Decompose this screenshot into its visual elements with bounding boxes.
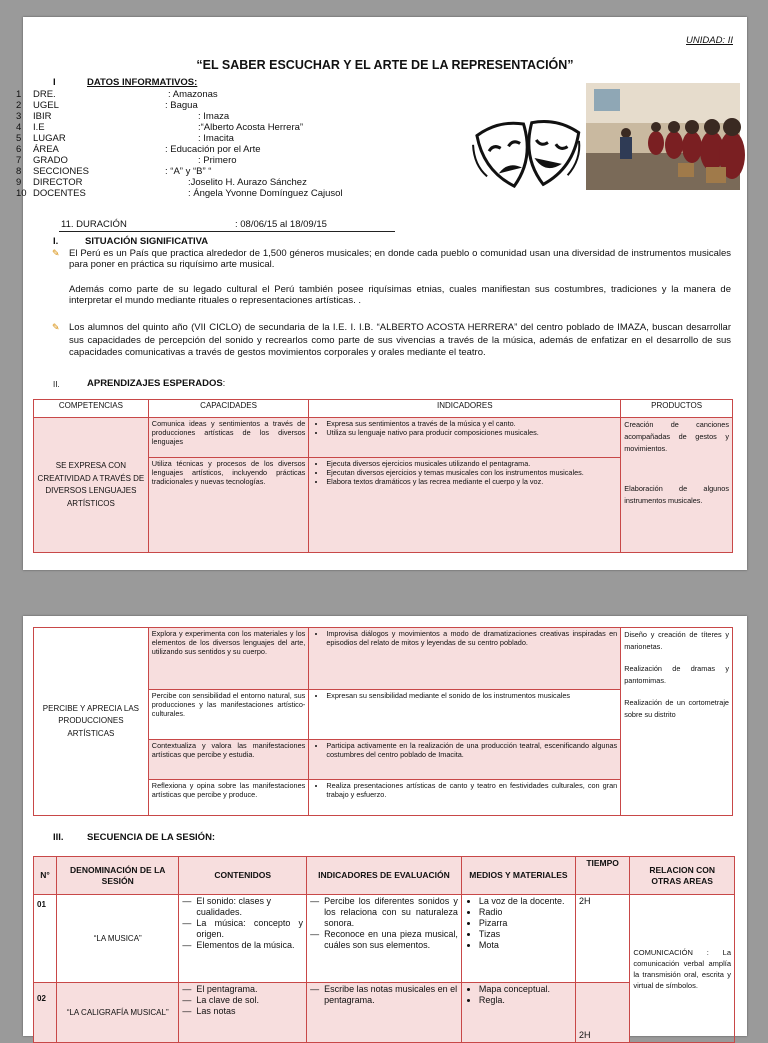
material-item: • Tizas [479, 929, 572, 940]
info-label: ÁREA [33, 144, 59, 155]
info-number: 5 [16, 133, 22, 144]
info-label: IBIR [33, 111, 52, 122]
capacity-cell: Contextualiza y valora las manifestaciones artísticas que percibe y estudia. [148, 740, 309, 780]
info-number: 6 [16, 144, 22, 155]
content-item: — El sonido: clases y cualidades. [196, 896, 303, 918]
section-3-number: II. [53, 380, 60, 389]
info-list [16, 89, 396, 199]
info-row [16, 155, 396, 166]
product-text: Elaboración de algunos instrumentos musicales. [624, 484, 729, 505]
products-cell [621, 628, 733, 816]
info-number: 8 [16, 166, 22, 177]
indicator-item: • Ejecutan diversos ejercicios y temas musicales con los instrumentos musicales. [326, 468, 617, 477]
paragraph-2: Además como parte de su legado cultural el Perú también posee riquísimas etnias, cuales manifiestan sus costumbres, tradiciones y la manera de interpretar el mundo mediante rituales o representaciones artísticas. . [69, 284, 731, 306]
product-text: Creación de canciones acompañadas de gestos y movimientos. [624, 420, 729, 453]
content-item: — Las notas [196, 1006, 303, 1017]
info-number: 9 [16, 177, 22, 188]
section-3-title: APRENDIZAJES ESPERADOS [87, 378, 223, 389]
session-header-row [34, 857, 735, 895]
info-number: 3 [16, 111, 22, 122]
info-value: : Primero [198, 155, 237, 166]
perception-table [33, 627, 733, 816]
info-value: : Educación por el Arte [165, 144, 261, 155]
session-indicators [307, 895, 462, 983]
relation-cell: COMUNICACIÓN : La comunicación verbal amplía la transmisión oral, escrita y virtual de símbolos. [630, 895, 735, 1043]
session-time: 2H [575, 983, 629, 1043]
indicator-cell [309, 780, 621, 816]
table-row [34, 418, 733, 458]
info-label: SECCIONES [33, 166, 89, 177]
info-value: :“Alberto Acosta Herrera” [198, 122, 304, 133]
info-value: : Ángela Yvonne Domínguez Cajusol [188, 188, 343, 199]
content-item: — La clave de sol. [196, 995, 303, 1006]
session-header-cell: MEDIOS Y MATERIALES [461, 857, 575, 895]
product-text: Realización de dramas y pantomimas. [624, 664, 729, 685]
product-text: Diseño y creación de títeres y marionetas. [624, 630, 729, 651]
info-number: 2 [16, 100, 22, 111]
table-header-cell: CAPACIDADES [148, 400, 309, 418]
duration-value: : 08/06/15 al 18/09/15 [235, 219, 327, 230]
section-2-number: I. [53, 236, 59, 247]
bullet-pencil-icon: ✎ [52, 322, 60, 332]
material-item: • Mota [479, 940, 572, 951]
capacity-cell: Utiliza técnicas y procesos de los diversos lenguajes artísticos, incluyendo prácticas tradicionales y nuevas tecnologías. [148, 458, 309, 553]
session-contents [179, 895, 307, 983]
info-number: 1 [16, 89, 22, 100]
indicator-item: • Participa activamente en la realización de una producción teatral, escenificando algunas costumbres del centro poblado de Imacita. [326, 741, 617, 759]
document-page-1 [16, 17, 747, 570]
material-item: • Radio [479, 907, 572, 918]
session-number: 02 [34, 983, 57, 1043]
info-row [16, 100, 396, 111]
indicator-cell [309, 458, 621, 553]
info-row [16, 133, 396, 144]
session-indicators [307, 983, 462, 1043]
indicator-cell [309, 690, 621, 740]
indicator-item: • Realiza presentaciones artísticas de canto y teatro en festividades culturales, con gran trabajo y esfuerzo. [326, 781, 617, 799]
indicator-item: — Reconoce en una pieza musical, cuáles son sus elementos. [324, 929, 458, 951]
info-label: UGEL [33, 100, 59, 111]
indicator-item: • Ejecuta diversos ejercicios musicales utilizando el pentagrama. [326, 459, 617, 468]
learning-table [33, 399, 733, 553]
content-item: — El pentagrama. [196, 984, 303, 995]
material-item: • Pizarra [479, 918, 572, 929]
info-value: : “A” y “B” “ [165, 166, 212, 177]
info-number: 10 [16, 188, 27, 199]
info-label: LUGAR [33, 133, 66, 144]
competence-cell: SE EXPRESA CON CREATIVIDAD A TRAVÉS DE DIVERSOS LENGUAJES ARTÍSTICOS [34, 418, 149, 553]
info-label: DRE. [33, 89, 56, 100]
session-header-cell: N° [34, 857, 57, 895]
product-text: Realización de un cortometraje sobre su distrito [624, 698, 729, 719]
table-header-cell: INDICADORES [309, 400, 621, 418]
indicator-cell [309, 740, 621, 780]
table-header-row [34, 400, 733, 418]
info-label: DIRECTOR [33, 177, 83, 188]
divider-line [59, 231, 395, 232]
session-row [34, 895, 735, 983]
section-3-heading [87, 378, 225, 389]
content-item: — Elementos de la música. [196, 940, 303, 951]
info-label: GRADO [33, 155, 68, 166]
bullet-pencil-icon: ✎ [52, 248, 60, 258]
material-item: • Regla. [479, 995, 572, 1006]
info-label: DOCENTES [33, 188, 86, 199]
info-value: : Bagua [165, 100, 198, 111]
session-header-cell: DENOMINACIÓN DE LA SESIÓN [57, 857, 179, 895]
session-materials [461, 983, 575, 1043]
session-name: “LA MUSICA” [57, 895, 179, 983]
products-cell [621, 418, 733, 553]
info-row [16, 89, 396, 100]
paragraph-3: Los alumnos del quinto año (VII CICLO) de secundaria de la I.E. I. I.B. “ALBERTO ACOSTA HERRERA” del centro poblado de IMAZA, buscan desarrollar sus capacidades de percepción del sonido y recrearlos como parte de sus vivencias a través de la música, además de enfatizar en el desarrollo de sus capacidades comunicativas a través de gestos movimientos corporales y orales mediante el teatro. [69, 322, 731, 358]
indicator-item: • Expresan su sensibilidad mediante el sonido de los instrumentos musicales [326, 691, 617, 700]
info-row [16, 144, 396, 155]
section-2-heading: SITUACIÓN SIGNIFICATIVA [85, 236, 209, 247]
material-item: • La voz de la docente. [479, 896, 572, 907]
duration-label: 11. DURACIÓN [61, 219, 127, 230]
unit-label: UNIDAD: II [686, 35, 733, 46]
session-materials [461, 895, 575, 983]
info-value: : Imacita [198, 133, 234, 144]
indicator-item: • Elabora textos dramáticos y las recrea mediante el cuerpo y la voz. [326, 477, 617, 486]
session-table [33, 856, 735, 1043]
info-row [16, 188, 396, 199]
section-1-heading: DATOS INFORMATIVOS: [87, 77, 198, 88]
classroom-photo [586, 83, 740, 190]
info-row [16, 166, 396, 177]
section-3-colon: : [222, 378, 226, 389]
table-row [34, 628, 733, 690]
info-value: : Amazonas [168, 89, 218, 100]
capacity-cell: Comunica ideas y sentimientos a través de producciones artísticas de los diversos lenguajes [148, 418, 309, 458]
session-row [34, 983, 735, 1043]
info-value: : Imaza [198, 111, 230, 122]
indicator-cell [309, 418, 621, 458]
content-item: — La música: concepto y origen. [196, 918, 303, 940]
info-number: 7 [16, 155, 22, 166]
indicator-item: • Expresa sus sentimientos a través de la música y el canto. [326, 419, 617, 428]
paragraph-1: El Perú es un País que practica alrededor de 1,500 géneros musicales; en donde cada pueblo o comunidad usan una diversidad de instrumentos musicales para poner en práctica su riquísimo arte musical. [69, 248, 731, 270]
indicator-item: — Escribe las notas musicales en el pentagrama. [324, 984, 458, 1006]
session-contents [179, 983, 307, 1043]
session-header-cell: INDICADORES DE EVALUACIÓN [307, 857, 462, 895]
page-title: “EL SABER ESCUCHAR Y EL ARTE DE LA REPRESENTACIÓN” [196, 58, 574, 72]
session-header-cell: TIEMPO [575, 857, 629, 895]
session-header-cell: RELACION CON OTRAS AREAS [630, 857, 735, 895]
table-header-cell: COMPETENCIAS [34, 400, 149, 418]
section-4-heading: SECUENCIA DE LA SESIÓN: [87, 832, 216, 843]
info-value: :Joselito H. Aurazo Sánchez [188, 177, 307, 188]
indicator-cell [309, 628, 621, 690]
indicator-item: — Percibe los diferentes sonidos y los relaciona con su naturaleza sonora. [324, 896, 458, 929]
indicator-item: • Improvisa diálogos y movimientos a modo de dramatizaciones creativas inspiradas en episodios del relato de mitos y leyendas de su centro poblado. [326, 629, 617, 647]
info-row [16, 177, 396, 188]
indicator-item: • Utiliza su lenguaje nativo para producir composiciones musicales. [326, 428, 617, 437]
session-header-cell: CONTENIDOS [179, 857, 307, 895]
capacity-cell: Explora y experimenta con los materiales y los elementos de los diversos lenguajes del arte, utilizando sus sentidos y su cuerpo. [148, 628, 309, 690]
section-1-number: I [53, 77, 56, 88]
theatre-masks-icon [475, 117, 583, 199]
info-row [16, 111, 396, 122]
info-number: 4 [16, 122, 22, 133]
session-time: 2H [575, 895, 629, 983]
info-row [16, 122, 396, 133]
session-number: 01 [34, 895, 57, 983]
session-name: “LA CALIGRAFÍA MUSICAL” [57, 983, 179, 1043]
capacity-cell: Reflexiona y opina sobre las manifestaciones artísticas que percibe y produce. [148, 780, 309, 816]
table-header-cell: PRODUCTOS [621, 400, 733, 418]
material-item: • Mapa conceptual. [479, 984, 572, 995]
competence-cell: PERCIBE Y APRECIA LAS PRODUCCIONES ARTÍSTICAS [34, 628, 149, 816]
info-label: I.E [33, 122, 45, 133]
capacity-cell: Percibe con sensibilidad el entorno natural, sus producciones y las manifestaciones artístico-culturales. [148, 690, 309, 740]
document-page-2 [23, 616, 747, 1040]
section-4-number: III. [53, 832, 64, 843]
